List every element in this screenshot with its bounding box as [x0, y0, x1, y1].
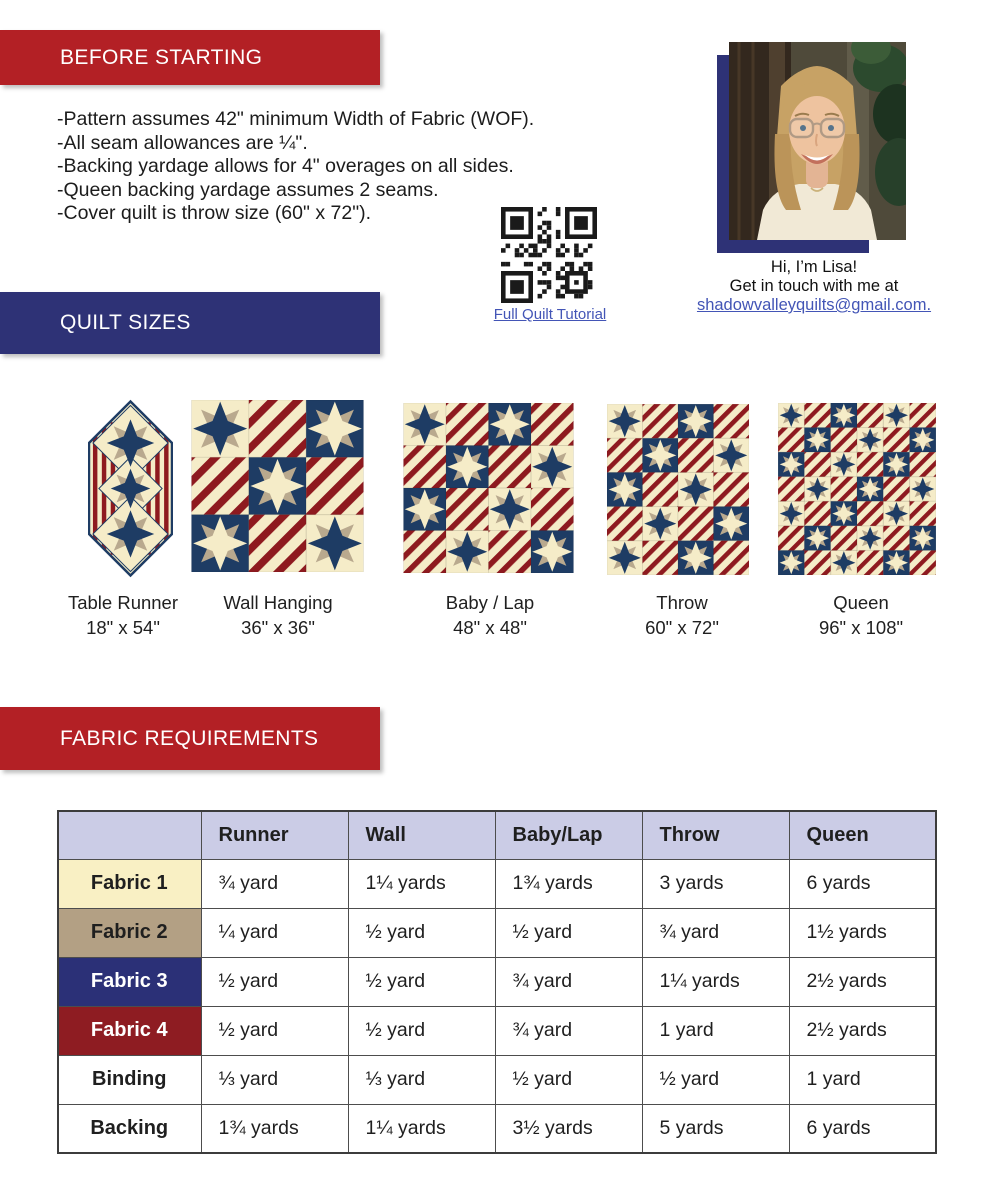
table-header-row: [58, 811, 936, 859]
quilt-label-wall-hanging: [193, 590, 363, 640]
quilt-name: Throw: [656, 592, 708, 613]
email-link[interactable]: shadowvalleyquilts@gmail.com.: [696, 296, 932, 314]
quilt-label-baby-lap: [405, 590, 575, 640]
table-cell: 1 yard: [789, 1055, 936, 1104]
table-row-fabric-2: [58, 908, 936, 957]
note-line: -All seam allowances are ¼".: [57, 131, 308, 154]
row-label-fabric-1: Fabric 1: [58, 859, 201, 908]
table-cell: ½ yard: [201, 957, 348, 1006]
contact-block: [664, 258, 964, 315]
fabric-requirements-title: FABRIC REQUIREMENTS: [60, 726, 319, 750]
quilt-label-queen: [776, 590, 946, 640]
quilt-size: 18" x 54": [86, 617, 160, 638]
table-cell: 1¾ yards: [201, 1104, 348, 1153]
quilt-name: Table Runner: [67, 592, 179, 613]
quilt-name: Baby / Lap: [445, 592, 535, 613]
lisa-portrait-photo: [729, 42, 906, 240]
table-row-fabric-1: [58, 859, 936, 908]
header-cell-babylap: Baby/Lap: [495, 811, 642, 859]
header-cell-blank: [58, 811, 201, 859]
note-line: -Cover quilt is throw size (60" x 72").: [57, 202, 372, 224]
row-label-binding: Binding: [58, 1055, 201, 1104]
table-cell: ½ yard: [495, 1055, 642, 1104]
quilt-size: 48" x 48": [453, 617, 527, 638]
quilt-size: 60" x 72": [645, 617, 719, 638]
table-row-fabric-4: [58, 1006, 936, 1055]
contact-greeting: Hi, I’m Lisa!: [770, 258, 858, 276]
quilt-label-table-runner: [38, 590, 208, 640]
quilt-sizes-banner: [0, 292, 380, 354]
fabric-requirements-table: [57, 810, 937, 1154]
table-cell: ½ yard: [201, 1006, 348, 1055]
table-cell: 2½ yards: [789, 957, 936, 1006]
row-label-fabric-3: Fabric 3: [58, 957, 201, 1006]
header-cell-wall: Wall: [348, 811, 495, 859]
table-cell: ¾ yard: [495, 957, 642, 1006]
wall-hanging-quilt-image: [190, 400, 365, 572]
throw-quilt-image: [607, 404, 749, 575]
queen-quilt-image: [778, 403, 936, 575]
table-cell: 1¾ yards: [495, 859, 642, 908]
quilt-label-throw: [597, 590, 767, 640]
table-cell: 5 yards: [642, 1104, 789, 1153]
header-cell-throw: Throw: [642, 811, 789, 859]
table-row-binding: [58, 1055, 936, 1104]
baby-lap-quilt-image: [402, 403, 575, 573]
table-cell: ½ yard: [348, 908, 495, 957]
quilt-sizes-title: QUILT SIZES: [60, 311, 191, 334]
table-cell: 1¼ yards: [642, 957, 789, 1006]
note-line: -Backing yardage allows for 4" overages on all sides.: [57, 155, 514, 177]
row-label-backing: Backing: [58, 1104, 201, 1153]
quilt-size: 96" x 108": [818, 617, 904, 638]
table-cell: 1¼ yards: [348, 859, 495, 908]
qr-code: [501, 207, 597, 303]
table-cell: ½ yard: [348, 1006, 495, 1055]
table-cell: 2½ yards: [789, 1006, 936, 1055]
table-cell: ½ yard: [642, 1055, 789, 1104]
header-cell-queen: Queen: [789, 811, 936, 859]
table-cell: ⅓ yard: [201, 1055, 348, 1104]
table-cell: 1 yard: [642, 1006, 789, 1055]
table-cell: ¼ yard: [201, 908, 348, 957]
table-cell: 3 yards: [642, 859, 789, 908]
quilt-name: Wall Hanging: [223, 592, 333, 613]
table-cell: ⅓ yard: [348, 1055, 495, 1104]
table-cell: ½ yard: [348, 957, 495, 1006]
quilt-name: Queen: [833, 592, 889, 613]
table-cell: ¾ yard: [495, 1006, 642, 1055]
table-runner-quilt-image: [88, 399, 173, 578]
row-label-fabric-4: Fabric 4: [58, 1006, 201, 1055]
table-cell: 6 yards: [789, 859, 936, 908]
fabric-requirements-banner: [0, 707, 380, 770]
contact-line: Get in touch with me at: [729, 277, 899, 295]
table-cell: 1½ yards: [789, 908, 936, 957]
note-line: -Queen backing yardage assumes 2 seams.: [57, 178, 439, 201]
table-row-fabric-3: [58, 957, 936, 1006]
before-starting-title: BEFORE STARTING: [60, 45, 263, 69]
row-label-fabric-2: Fabric 2: [58, 908, 201, 957]
full-quilt-tutorial-link[interactable]: Full Quilt Tutorial: [493, 306, 607, 323]
table-cell: 3½ yards: [495, 1104, 642, 1153]
table-cell: ½ yard: [495, 908, 642, 957]
before-starting-banner: [0, 30, 380, 85]
quilt-size: 36" x 36": [241, 617, 315, 638]
qr-code-icon: [501, 207, 597, 303]
table-cell: 6 yards: [789, 1104, 936, 1153]
pattern-notes: [57, 108, 534, 226]
table-cell: 1¼ yards: [348, 1104, 495, 1153]
note-line: -Pattern assumes 42" minimum Width of Fabric (WOF).: [57, 108, 535, 130]
table-cell: ¾ yard: [201, 859, 348, 908]
table-row-backing: [58, 1104, 936, 1153]
table-cell: ¾ yard: [642, 908, 789, 957]
header-cell-runner: Runner: [201, 811, 348, 859]
